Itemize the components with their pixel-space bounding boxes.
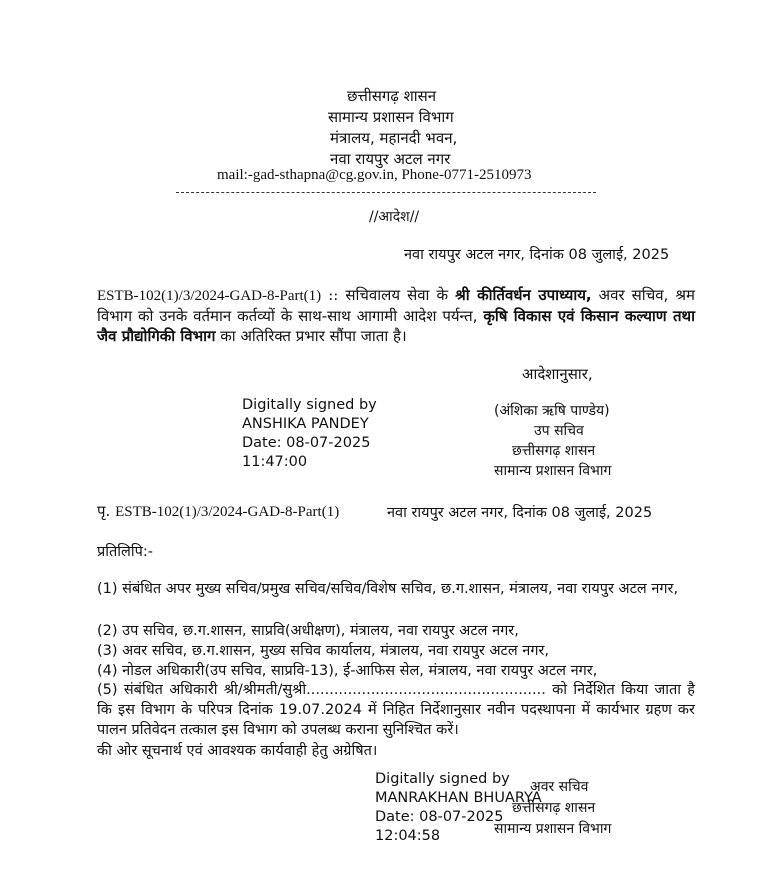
- additional-department: कृषि विकास एवं किसान कल्याण तथा जैव प्रौद्योगिकी विभाग: [97, 307, 695, 345]
- order-reference: ESTB-102(1)/3/2024-GAD-8-Part(1): [97, 288, 322, 304]
- signature-2-date: Date: 08-07-2025: [375, 809, 504, 825]
- officer-name: श्री कीर्तिवर्धन उपाध्याय,: [455, 286, 592, 304]
- govt-name: छत्तीसगढ़ शासन: [347, 87, 437, 105]
- copy-item-4: (4) नोडल अधिकारी(उप सचिव, साप्रवि-13), ई-आफिस सेल, मंत्रालय, नवा रायपुर अटल नगर,: [97, 663, 598, 679]
- department-name: सामान्य प्रशासन विभाग: [328, 108, 454, 126]
- order-place-date: नवा रायपुर अटल नगर, दिनांक 08 जुलाई, 2025: [404, 247, 670, 263]
- order-title: //आदेश//: [369, 209, 420, 225]
- digital-signature-1: [242, 396, 377, 472]
- signatory-2-govt: छत्तीसगढ़ शासन: [512, 800, 596, 816]
- copy-to-label: प्रतिलिपि:-: [97, 544, 153, 560]
- signatory-1-govt: छत्तीसगढ़ शासन: [512, 443, 596, 459]
- signature-1-date: Date: 08-07-2025: [242, 435, 371, 451]
- copy-closing: की ओर सूचनार्थ एवं आवश्यक कार्यवाही हेतु अग्रेषित।: [97, 743, 378, 759]
- contact-line: mail:-gad-sthapna@cg.gov.in, Phone-0771-2510973: [217, 167, 532, 183]
- order-text-2: अवर सचिव, श्रम विभाग को उनके वर्तमान कर्तव्यों के साथ-साथ आगामी आदेश पर्यन्त,: [97, 286, 695, 325]
- signatory-1-name: (अंशिका ऋषि पाण्डेय): [494, 403, 610, 419]
- header-divider: [176, 192, 596, 193]
- order-text-1: सचिवालय सेवा के: [345, 286, 456, 304]
- endorsement-place-date: नवा रायपुर अटल नगर, दिनांक 08 जुलाई, 2025: [387, 505, 653, 521]
- order-paragraph: [97, 285, 695, 346]
- signatory-2-dept: सामान्य प्रशासन विभाग: [494, 821, 612, 837]
- endorsement-prefix: पृ.: [97, 502, 116, 520]
- city-address: नवा रायपुर अटल नगर: [330, 150, 451, 168]
- order-text-3: का अतिरिक्त प्रभार सौंपा जाता है।: [215, 327, 407, 345]
- signature-1-time: 11:47:00: [242, 454, 308, 470]
- endorsement-reference: ESTB-102(1)/3/2024-GAD-8-Part(1): [115, 504, 340, 520]
- order-by: आदेशानुसार,: [522, 365, 593, 383]
- copy-item-5: (5) संबंधित अधिकारी श्री/श्रीमती/सुश्री.................................................... को निर्देशित किया जाता है कि इस विभाग के परिपत्र दिनांक 19.07.2024 में निहित निर्देशानुसार नवीन पदस्थापना में कार्यभार ग्रहण कर पालन प्रतिवेदन तत्काल इस विभाग को उपलब्ध कराना सुनिश्चित करें।: [97, 682, 695, 738]
- copy-item-3: (3) अवर सचिव, छ.ग.शासन, मुख्य सचिव कार्यालय, मंत्रालय, नवा रायपुर अटल नगर,: [97, 643, 550, 659]
- signature-2-name: MANRAKHAN BHUARYA: [375, 790, 542, 806]
- order-separator: ::: [321, 286, 346, 304]
- signatory-2-designation: अवर सचिव: [530, 779, 589, 795]
- signature-2-time: 12:04:58: [375, 828, 441, 844]
- signatory-1-dept: सामान्य प्रशासन विभाग: [494, 463, 612, 479]
- office-address: मंत्रालय, महानदी भवन,: [330, 129, 458, 147]
- endorsement-line: [97, 501, 339, 521]
- signature-1-line-1: Digitally signed by: [242, 397, 377, 413]
- signatory-1-designation: उप सचिव: [534, 423, 584, 439]
- copy-item-2: (2) उप सचिव, छ.ग.शासन, साप्रवि(अधीक्षण), मंत्रालय, नवा रायपुर अटल नगर,: [97, 623, 519, 639]
- signature-2-line-1: Digitally signed by: [375, 771, 510, 787]
- signature-1-name: ANSHIKA PANDEY: [242, 416, 369, 432]
- copy-item-1: (1) संबंधित अपर मुख्य सचिव/प्रमुख सचिव/सचिव/विशेष सचिव, छ.ग.शासन, मंत्रालय, नवा रायपुर अटल नगर,: [97, 581, 679, 597]
